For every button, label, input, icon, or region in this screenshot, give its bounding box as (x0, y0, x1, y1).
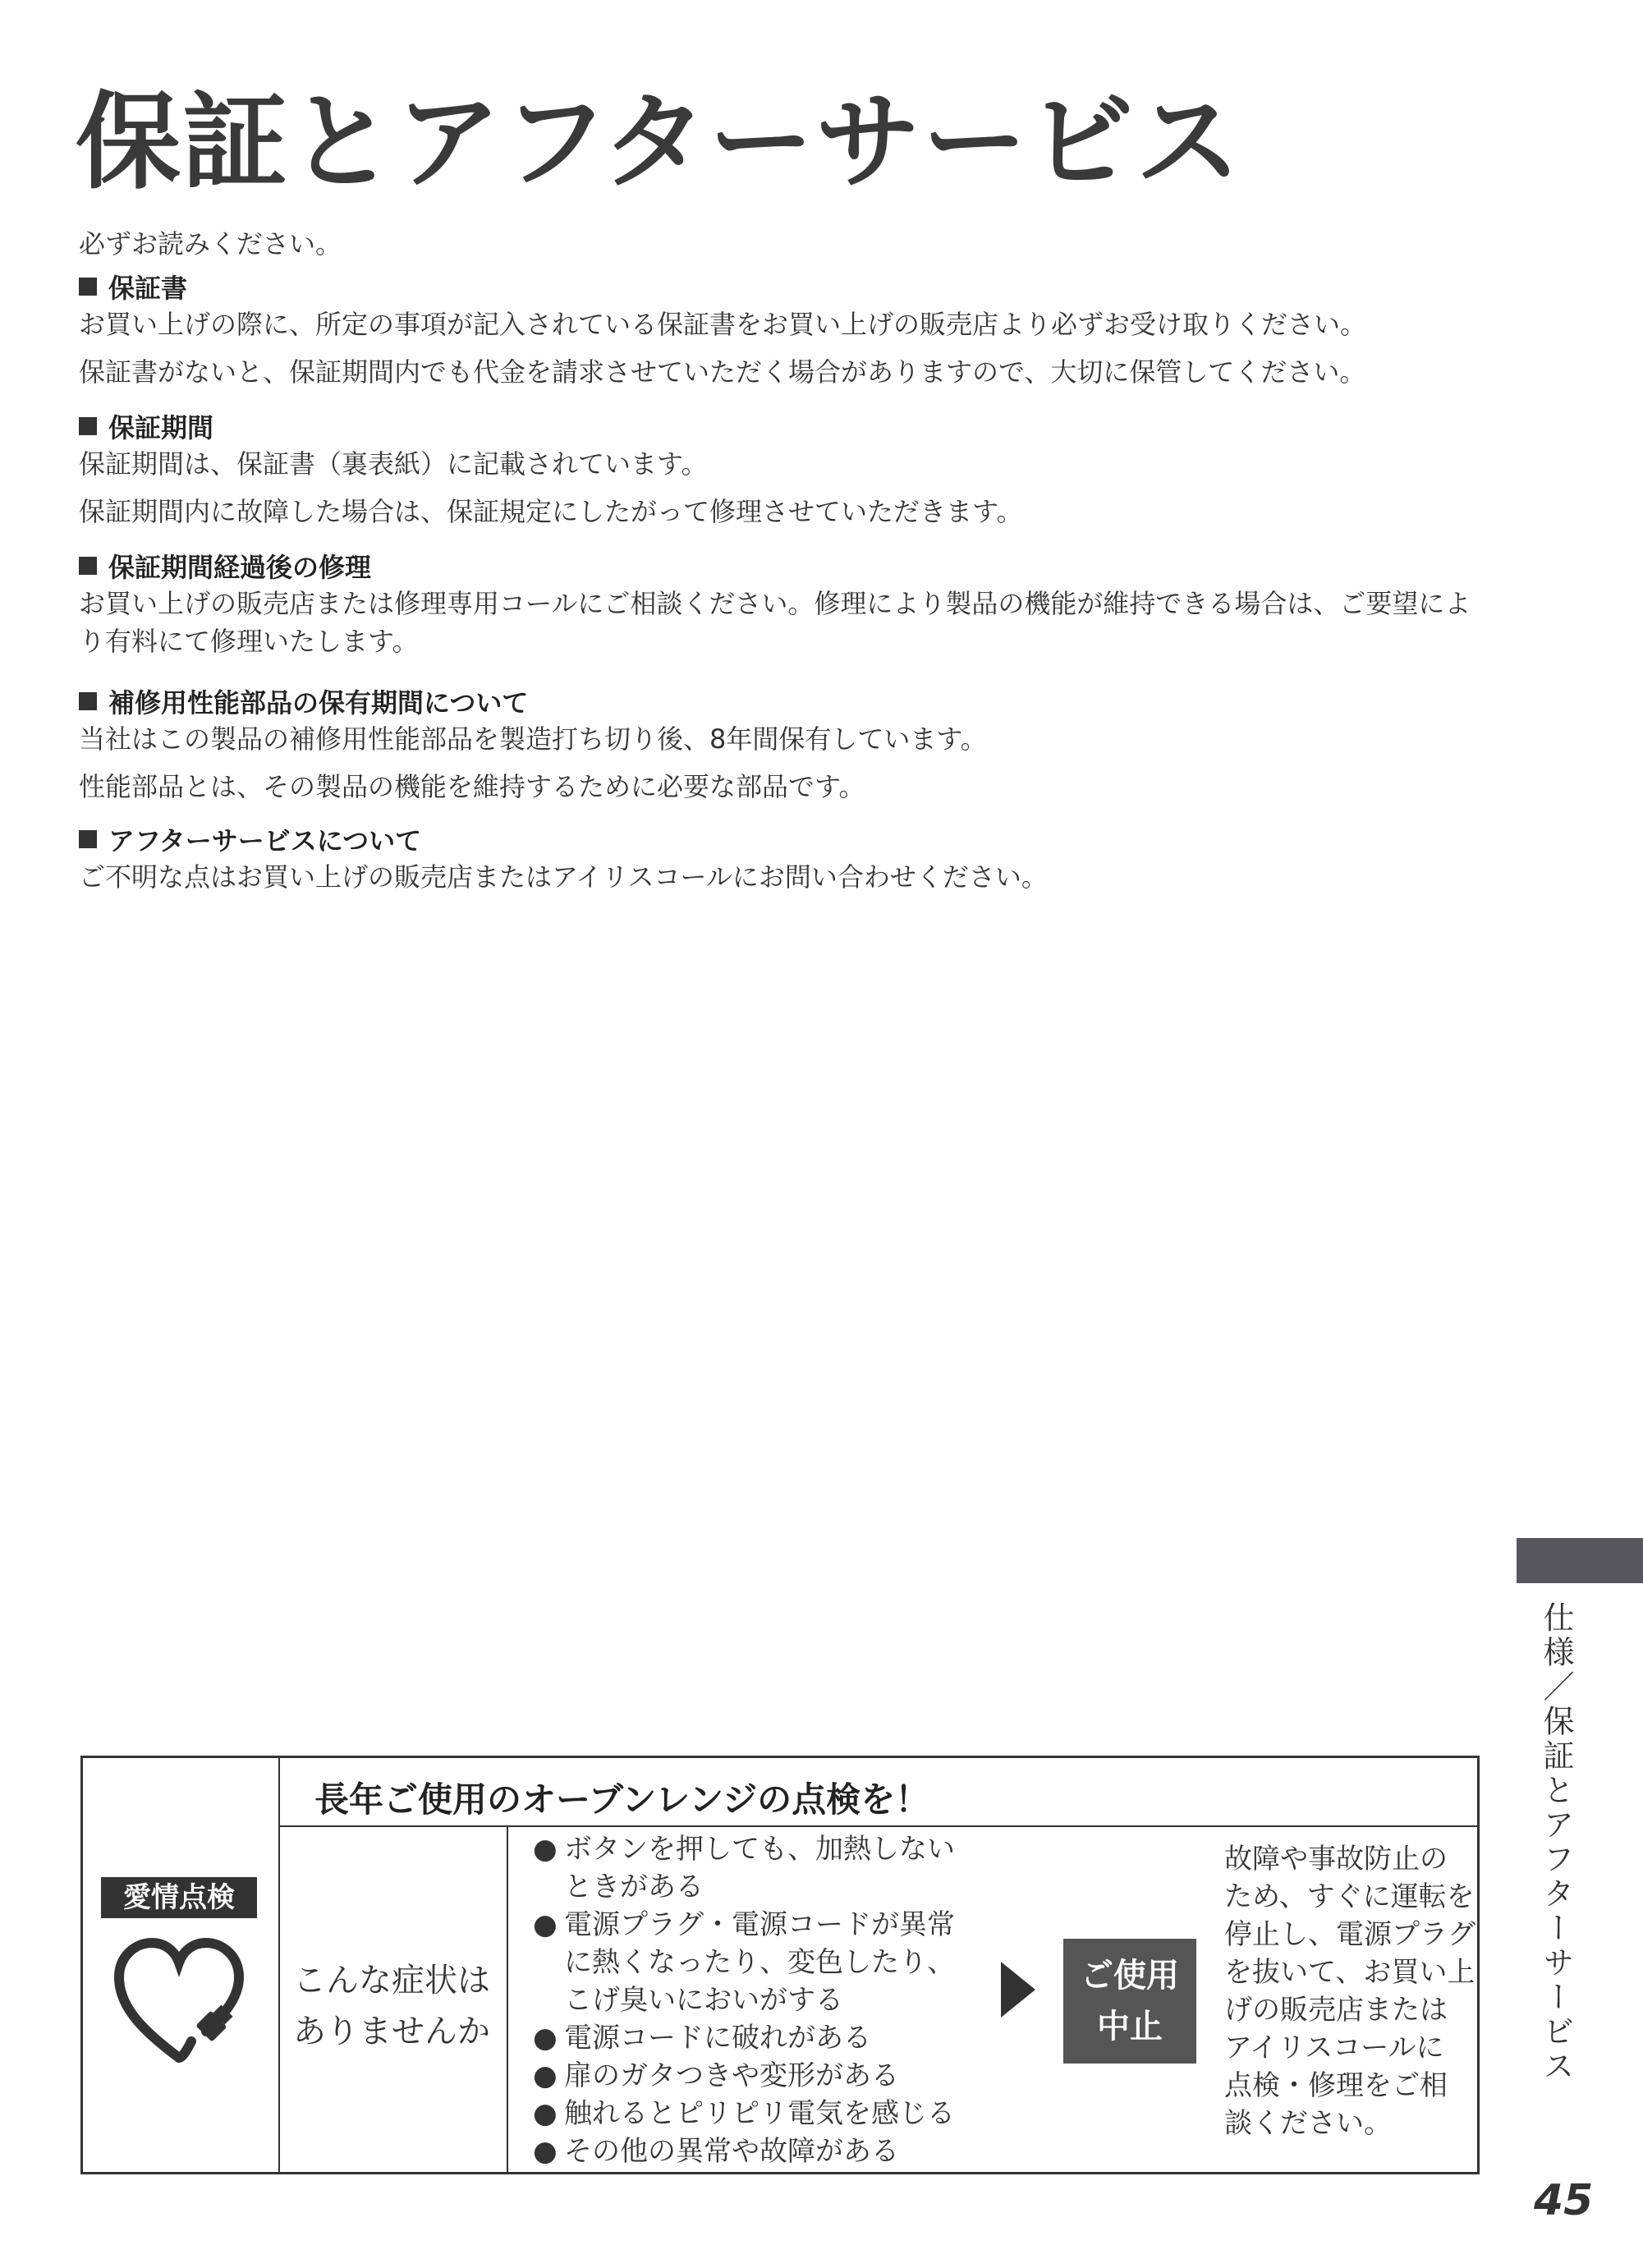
section-heading: アフターサービスについて (108, 825, 422, 856)
section-text: 保証書がないと、保証期間内でも代金を請求させていただく場合がありますので、大切に保管してください。 (79, 356, 1366, 388)
list-item: ● その他の異常や故障がある (533, 2133, 955, 2170)
list-item: ● 電源コードに破れがある (533, 2019, 955, 2057)
square-bullet-icon (79, 692, 97, 710)
chapter-label: 仕様／保証とアフターサービス (1538, 1601, 1574, 2084)
intro-note: 必ずお読みください。 (79, 228, 342, 259)
heart-plug-icon (101, 1926, 257, 2074)
divider (507, 1825, 508, 2172)
square-bullet-icon (79, 417, 97, 435)
divider (278, 1758, 280, 2172)
list-item: ● 電源プラグ・電源コードが異常 に熱くなったり、変色したり、 こげ臭いにおいがする (533, 1906, 955, 2019)
square-bullet-icon (79, 557, 97, 575)
section-heading: 補修用性能部品の保有期間について (108, 687, 529, 719)
list-item: ● ボタンを押しても、加熱しない ときがある (533, 1830, 955, 1906)
section-post-warranty-repair (79, 550, 1491, 670)
section-heading: 保証期間経過後の修理 (108, 552, 372, 583)
symptom-list (533, 1830, 955, 2170)
inspection-badge: 愛情点検 (101, 1877, 257, 1918)
square-bullet-icon (79, 278, 97, 296)
inspection-heading: 長年ご使用のオーブンレンジの点検を！ (314, 1779, 930, 1820)
section-text: お買い上げの販売店または修理専用コールにご相談ください。修理により製品の機能が維持できる場合は、ご要望により有料にて修理いたします。 (79, 588, 1471, 657)
section-text: 保証期間は、保証書（裏表紙）に記載されています。 (79, 448, 708, 480)
page-title: 保証とアフターサービス (76, 81, 1243, 204)
symptom-question: こんな症状は ありませんか (293, 1962, 490, 2050)
divider (278, 1825, 1477, 1827)
stop-use-label: ご使用 中止 (1063, 1939, 1196, 2064)
section-text: お買い上げの際に、所定の事項が記入されている保証書をお買い上げの販売店より必ずお受け取りください。 (79, 309, 1367, 340)
section-text: 性能部品とは、その製品の機能を維持するために必要な部品です。 (79, 771, 865, 802)
inspection-box (80, 1756, 1480, 2174)
chapter-tab (1517, 1538, 1643, 1583)
section-text: 保証期間内に故障した場合は、保証規定にしたがって修理させていただきます。 (79, 496, 1023, 527)
list-item: ● 扉のガタつきや変形がある (533, 2057, 955, 2095)
page-number: 45 (1534, 2176, 1594, 2225)
section-text: ご不明な点はお買い上げの販売店またはアイリスコールにお問い合わせください。 (79, 861, 1048, 893)
arrow-right-icon (1001, 1962, 1035, 2018)
section-warranty-period (79, 411, 1491, 540)
advice-text: 故障や事故防止の ため、すぐに運転を 停止し、電源プラグ を抜いて、お買い上 げの販売店または アイリスコールに 点検・修理をご相 談ください。 (1224, 1843, 1475, 2140)
section-warranty-card (79, 271, 1491, 401)
square-bullet-icon (79, 830, 97, 848)
section-parts-retention (79, 686, 1491, 815)
section-heading: 保証期間 (108, 412, 214, 443)
section-text: 当社はこの製品の補修用性能部品を製造打ち切り後、8年間保有しています。 (79, 723, 987, 755)
list-item: ● 触れるとピリピリ電気を感じる (533, 2095, 955, 2133)
section-after-service (79, 824, 1491, 906)
section-heading: 保証書 (108, 273, 188, 304)
